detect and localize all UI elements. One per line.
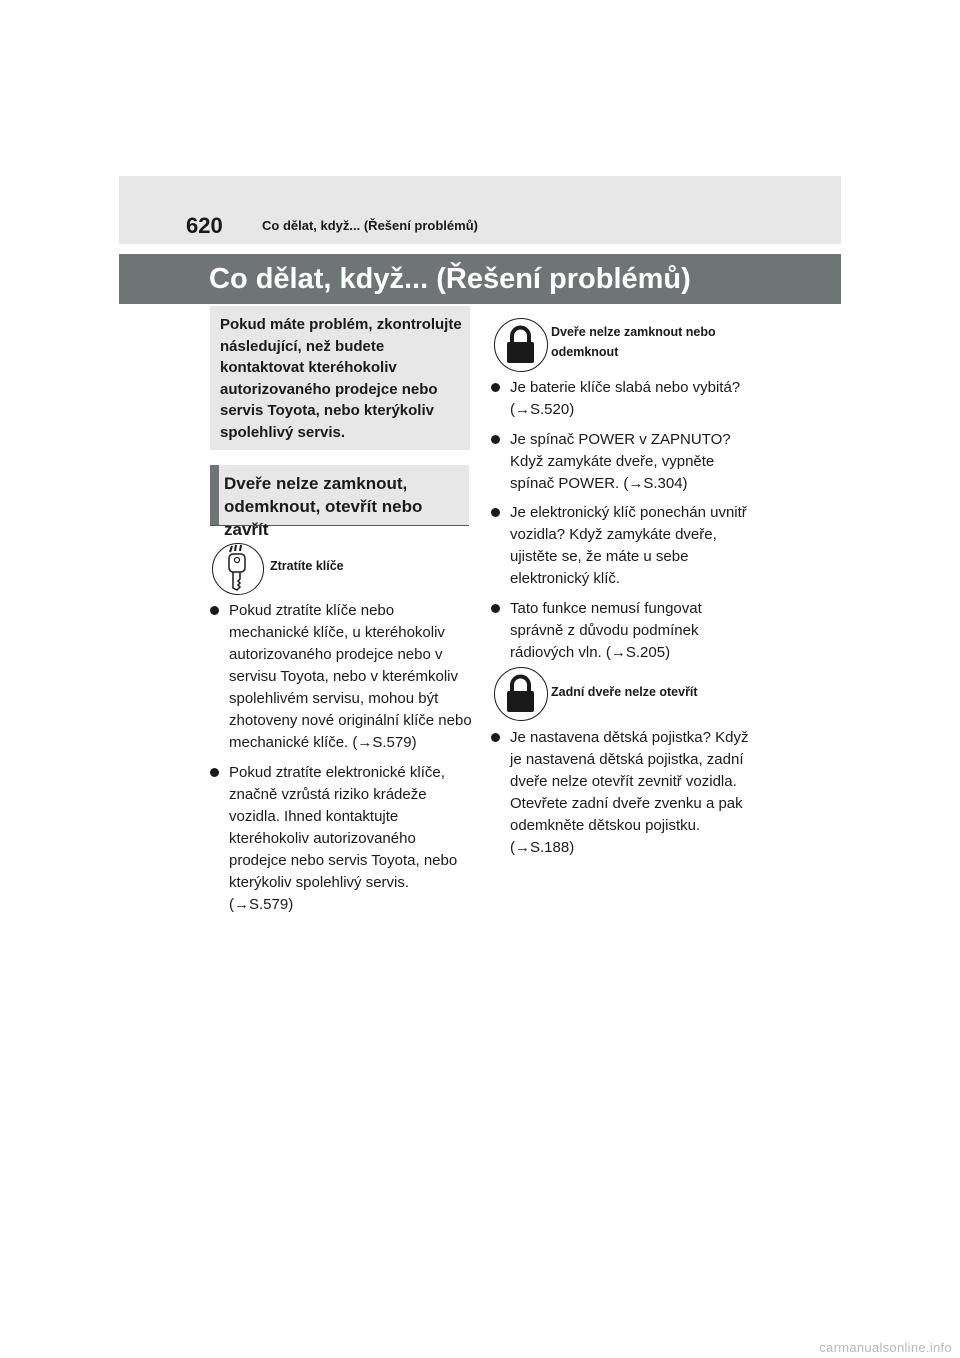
section-heading-box — [210, 465, 469, 539]
footer-watermark: carmanualsonline.info — [819, 1340, 952, 1355]
list-item: Je elektronický klíč ponechán uvnitř vozidla? Když zamykáte dveře, ujistěte se, že máte u sebe elektronický klíč. — [491, 502, 759, 590]
page-number: 620 — [186, 213, 223, 238]
header-band — [119, 176, 841, 244]
topic-label-lost-keys: Ztratíte klíče — [270, 559, 344, 573]
topic-label-lock: Dveře nelze zamknout nebo odemknout — [551, 325, 716, 359]
list-rear-door — [491, 727, 759, 867]
lock-icon — [494, 667, 548, 721]
page-title: Co dělat, když... (Řešení problémů) — [209, 263, 691, 295]
bullet-icon — [491, 508, 500, 517]
list-item: Je nastavena dětská pojistka? Když je nastavená dětská pojistka, zadní dveře nelze otevřít zevnitř vozidla. Otevřete zadní dveře zvenku a pak odemkněte dětskou pojistku. (→S.188) — [491, 727, 759, 859]
bullet-icon — [210, 606, 219, 615]
list-item: Je baterie klíče slabá nebo vybitá? (→S.520) — [491, 377, 759, 421]
bullet-icon — [491, 604, 500, 613]
bullet-icon — [491, 733, 500, 742]
key-icon — [212, 543, 264, 595]
lock-icon — [494, 318, 548, 372]
title-bar — [119, 254, 841, 304]
intro-box — [210, 306, 470, 450]
bullet-icon — [491, 435, 500, 444]
list-lost-keys — [210, 600, 472, 923]
list-item: Tato funkce nemusí fungovat správně z důvodu podmínek rádiových vln. (→S.205) — [491, 598, 759, 664]
section-accent-bar — [210, 465, 219, 525]
list-lock — [491, 377, 759, 671]
running-head: Co dělat, když... (Řešení problémů) — [262, 218, 478, 233]
intro-text: Pokud máte problém, zkontrolujte následující, než budete kontaktovat kteréhokoliv autorizovaného prodejce nebo servis Toyota, nebo kterýkoliv spolehlivý servis. — [220, 316, 462, 441]
bullet-icon — [491, 383, 500, 392]
list-item: Pokud ztratíte klíče nebo mechanické klíče, u kteréhokoliv autorizovaného prodejce nebo v servisu Toyota, nebo v kterémkoliv spolehlivém servisu, mohou být zhotoveny nové originální klíče nebo mechanické klíče. (→S.579) — [210, 600, 472, 754]
list-item: Pokud ztratíte elektronické klíče, značně vzrůstá riziko krádeže vozidla. Ihned kontaktujte kteréhokoliv autorizovaného prodejce nebo servis Toyota, nebo kterýkoliv spolehlivý servis. (→S.579) — [210, 762, 472, 916]
bullet-icon — [210, 768, 219, 777]
topic-label-rear-door: Zadní dveře nelze otevřít — [551, 685, 698, 699]
list-item: Je spínač POWER v ZAPNUTO? Když zamykáte dveře, vypněte spínač POWER. (→S.304) — [491, 429, 759, 495]
section-heading: Dveře nelze zamknout, odemknout, otevřít nebo zavřít — [224, 474, 423, 539]
